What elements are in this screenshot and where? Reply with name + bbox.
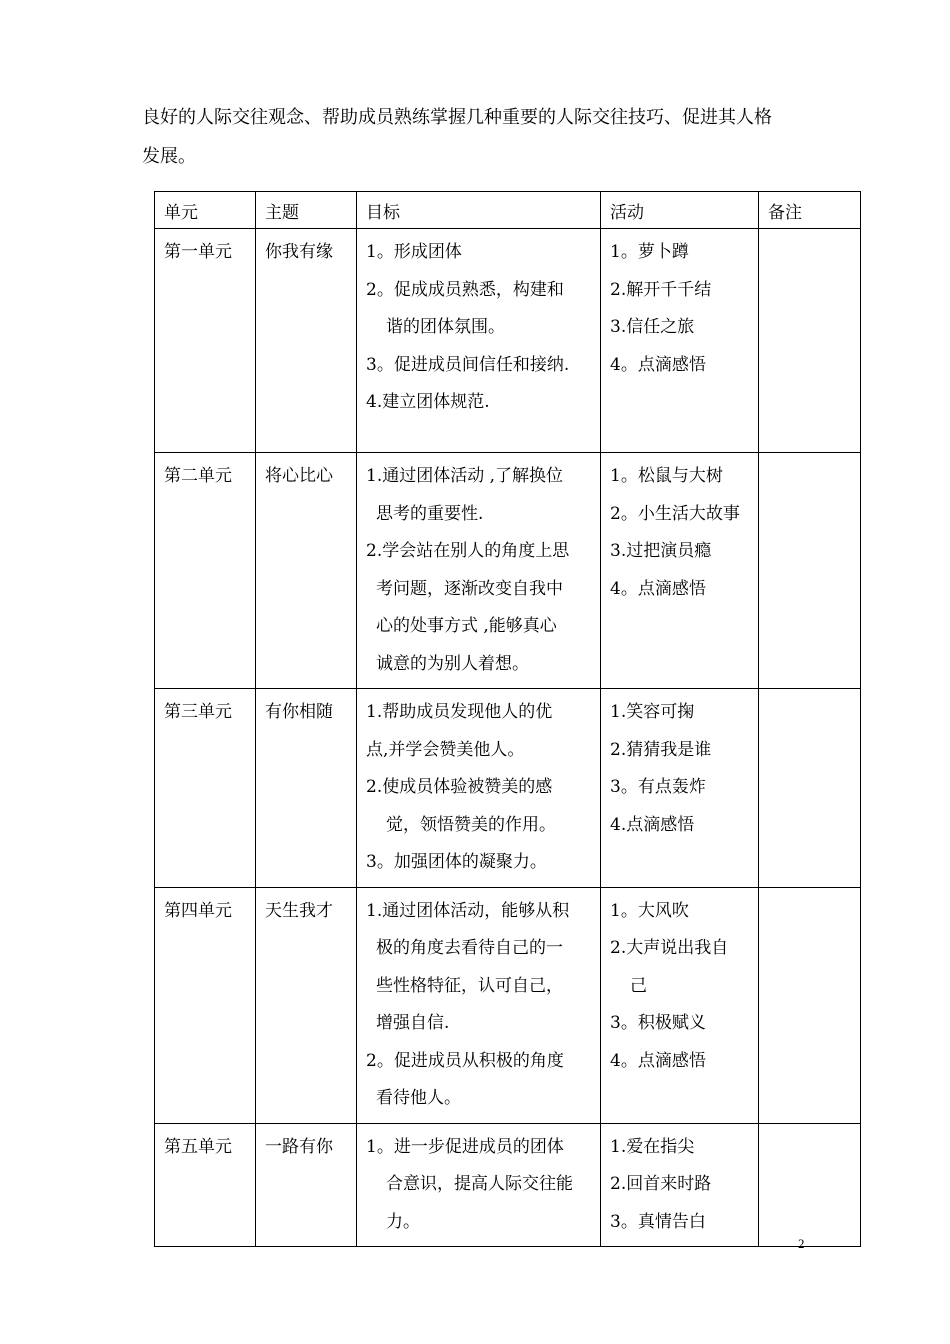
unit-text: 第三单元 <box>164 702 232 722</box>
activity-line: 2。小生活大故事 <box>610 503 740 524</box>
goal-line: 增强自信. <box>376 1013 450 1033</box>
goal-line: 力。 <box>386 1211 420 1232</box>
theme-cell <box>256 229 357 453</box>
theme-cell <box>256 1123 357 1247</box>
activity-line: 1。大风吹 <box>610 900 689 921</box>
activity-line: 2.回首来时路 <box>610 1174 712 1194</box>
activity-line: 2.解开千千结 <box>610 279 712 300</box>
goal-line: 考问题，逐渐改变自我中 <box>376 578 563 599</box>
unit-cell <box>155 887 256 1123</box>
activity-line: 1。萝卜蹲 <box>610 242 689 262</box>
table-row <box>155 229 861 453</box>
unit-text: 第五单元 <box>164 1136 232 1157</box>
activity-line: 2.猜猜我是谁 <box>610 739 712 760</box>
theme-text: 一路有你 <box>265 1136 333 1157</box>
activity-line: 1.笑容可掬 <box>610 702 695 722</box>
theme-text: 将心比心 <box>265 466 333 486</box>
activity-line: 己 <box>630 975 647 996</box>
note-cell <box>759 453 861 689</box>
table-header-row <box>155 192 861 229</box>
intro-paragraph <box>142 98 842 176</box>
theme-cell <box>256 887 357 1123</box>
unit-text: 第一单元 <box>164 242 232 262</box>
activity-line: 3.过把演员瘾 <box>610 541 712 561</box>
activity-cell <box>601 887 759 1123</box>
goal-cell <box>357 453 601 689</box>
header-theme: 主题 <box>256 192 357 229</box>
header-activity: 活动 <box>601 192 759 229</box>
unit-cell <box>155 453 256 689</box>
goal-line: 思考的重要性. <box>376 503 484 524</box>
goal-line: 1.通过团体活动 ,了解换位 <box>366 466 564 486</box>
unit-text: 第四单元 <box>164 900 232 921</box>
unit-cell <box>155 689 256 888</box>
goal-line: 2。促成成员熟悉，构建和 <box>366 279 564 300</box>
activity-cell <box>601 229 759 453</box>
theme-text: 你我有缘 <box>265 242 333 262</box>
table-row <box>155 887 861 1123</box>
goal-line: 觉，领悟赞美的作用。 <box>386 814 556 835</box>
goal-line: 3。加强团体的凝聚力。 <box>366 852 547 872</box>
page-number: 2 <box>798 1236 805 1251</box>
goal-line: 极的角度去看待自己的一 <box>376 938 563 958</box>
note-cell <box>759 1123 861 1247</box>
activity-line: 3。有点轰炸 <box>610 777 706 797</box>
theme-text: 天生我才 <box>265 900 333 921</box>
goal-cell <box>357 229 601 453</box>
goal-line: 3。促进成员间信任和接纳. <box>366 354 570 375</box>
goal-cell <box>357 689 601 888</box>
activity-cell <box>601 1123 759 1247</box>
goal-line: 2。促进成员从积极的角度 <box>366 1050 564 1071</box>
goal-line: 心的处事方式 ,能够真心 <box>376 616 557 636</box>
header-note: 备注 <box>759 192 861 229</box>
goal-cell <box>357 1123 601 1247</box>
goal-line: 1。进一步促进成员的团体 <box>366 1136 564 1157</box>
goal-line: 1.帮助成员发现他人的优 <box>366 702 553 722</box>
goal-line: 诚意的为别人着想。 <box>376 653 529 674</box>
unit-text: 第二单元 <box>164 466 232 486</box>
unit-cell <box>155 229 256 453</box>
activity-line: 3。真情告白 <box>610 1211 706 1232</box>
activity-cell <box>601 453 759 689</box>
intro-line-2: 发展。 <box>142 146 196 167</box>
goal-line: 合意识，提高人际交往能 <box>386 1174 573 1194</box>
note-cell <box>759 887 861 1123</box>
goal-line: 2.学会站在别人的角度上思 <box>366 541 570 561</box>
header-goal: 目标 <box>357 192 601 229</box>
activity-line: 1.爱在指尖 <box>610 1136 695 1157</box>
goal-line: 些性格特征，认可自己， <box>376 975 563 996</box>
note-cell <box>759 229 861 453</box>
unit-plan-table <box>154 191 861 1247</box>
theme-text: 有你相随 <box>265 702 333 722</box>
theme-cell <box>256 453 357 689</box>
goal-cell <box>357 887 601 1123</box>
goal-line: 看待他人。 <box>376 1088 461 1108</box>
activity-line: 1。松鼠与大树 <box>610 466 723 486</box>
goal-line: 4.建立团体规范. <box>366 392 490 412</box>
table-row <box>155 689 861 888</box>
activity-line: 4。点滴感悟 <box>610 1050 706 1071</box>
activity-line: 3.信任之旅 <box>610 317 695 337</box>
goal-line: 点,并学会赞美他人。 <box>366 739 525 760</box>
goal-line: 2.使成员体验被赞美的感 <box>366 777 553 797</box>
activity-line: 3。积极赋义 <box>610 1013 706 1033</box>
goal-line: 1.通过团体活动，能够从积 <box>366 900 570 921</box>
activity-line: 4。点滴感悟 <box>610 354 706 375</box>
intro-line-1: 良好的人际交往观念、帮助成员熟练掌握几种重要的人际交往技巧、促进其人格 <box>142 107 772 128</box>
note-cell <box>759 689 861 888</box>
goal-line: 1。形成团体 <box>366 242 462 262</box>
table-row <box>155 1123 861 1247</box>
unit-cell <box>155 1123 256 1247</box>
activity-line: 2.大声说出我自 <box>610 938 729 958</box>
theme-cell <box>256 689 357 888</box>
activity-cell <box>601 689 759 888</box>
header-unit: 单元 <box>155 192 256 229</box>
table-row <box>155 453 861 689</box>
goal-line: 谐的团体氛围。 <box>386 317 505 337</box>
activity-line: 4。点滴感悟 <box>610 578 706 599</box>
activity-line: 4.点滴感悟 <box>610 814 695 835</box>
